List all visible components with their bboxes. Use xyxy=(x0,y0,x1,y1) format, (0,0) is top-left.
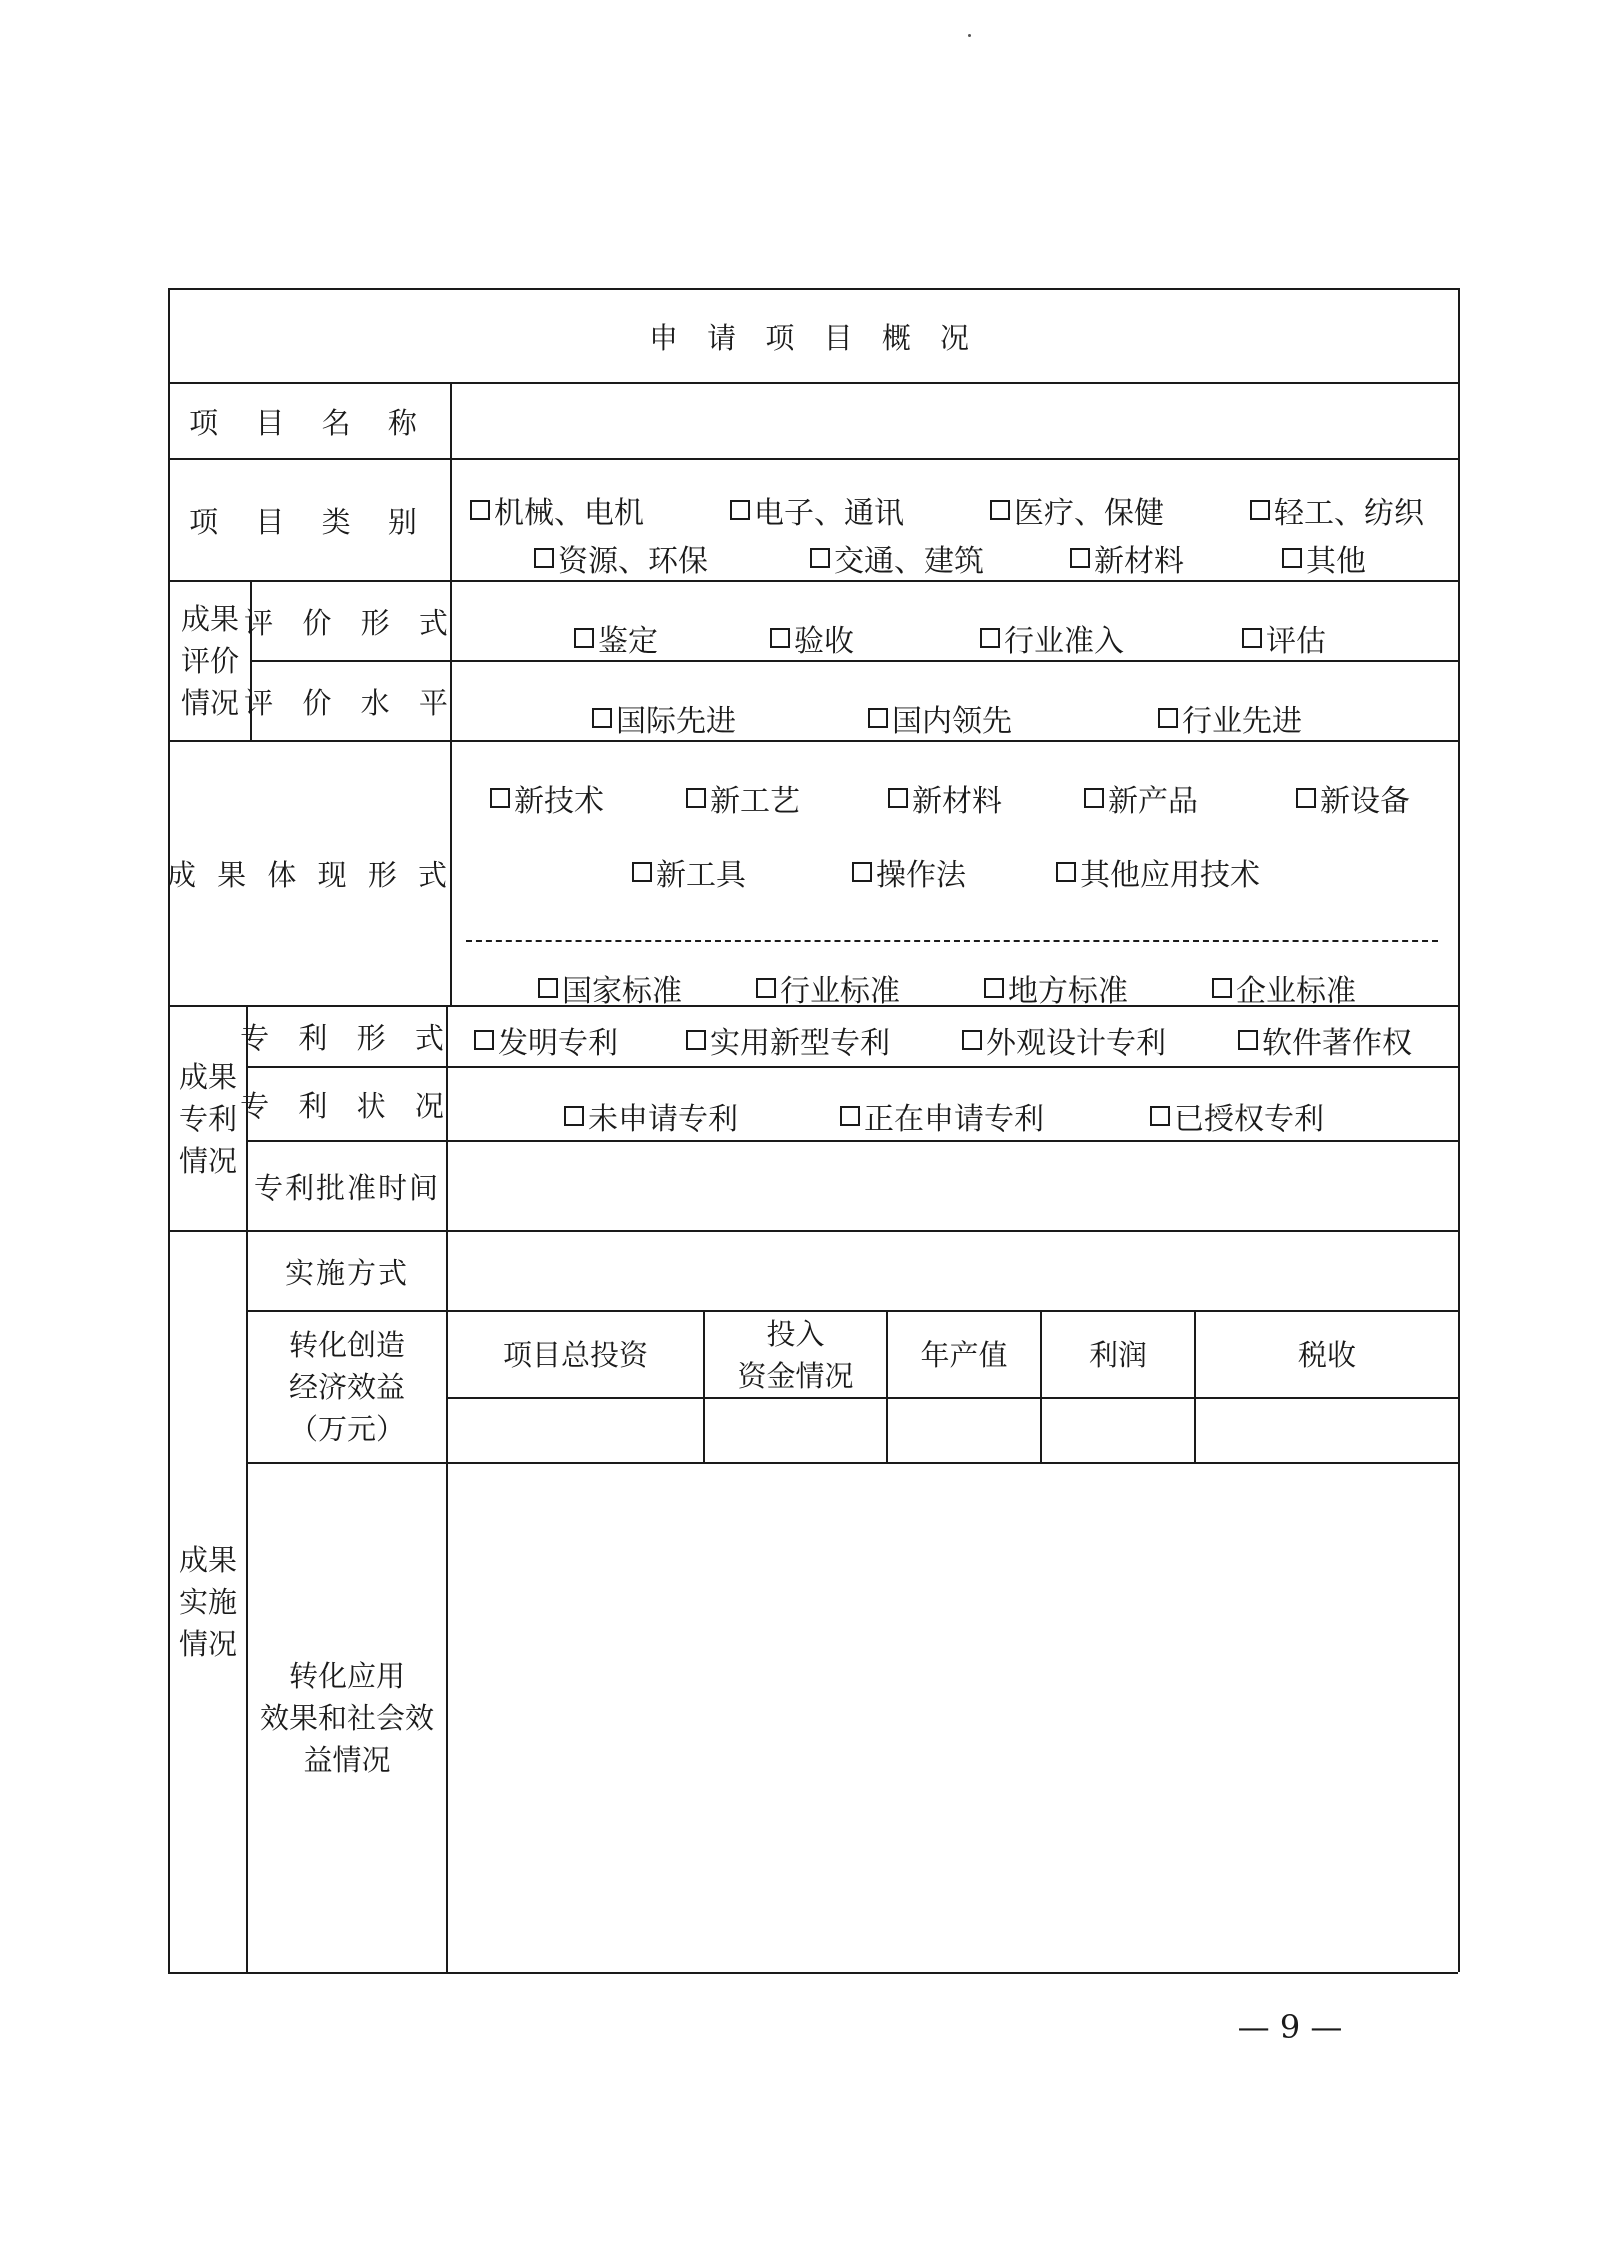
social-effect-label: 转化应用 效果和社会效 益情况 xyxy=(259,1659,434,1777)
dashed-separator xyxy=(466,940,1438,942)
benefit-value-tax[interactable] xyxy=(1196,1399,1458,1462)
checkbox-icon xyxy=(538,978,558,998)
checkbox-icon xyxy=(840,1106,860,1126)
benefit-value-annual-output[interactable] xyxy=(888,1399,1040,1462)
checkbox-icon xyxy=(474,1030,494,1050)
patent-approval-time-input[interactable] xyxy=(448,1142,1458,1230)
benefit-col-annual-output: 年产值 xyxy=(920,1337,1008,1372)
form-title: 申 请 项 目 概 况 xyxy=(648,320,980,355)
patent-status-option[interactable]: 未申请专利 xyxy=(564,1094,738,1138)
evaluation-form-option[interactable]: 评估 xyxy=(1242,616,1326,660)
standard-option[interactable]: 行业标准 xyxy=(756,966,900,1010)
patent-form-option[interactable]: 实用新型专利 xyxy=(686,1018,890,1062)
checkbox-icon xyxy=(962,1030,982,1050)
embodiment-option[interactable]: 新工艺 xyxy=(686,776,800,820)
evaluation-level-label: 评 价 水 平 xyxy=(244,685,458,720)
checkbox-icon xyxy=(1242,628,1262,648)
evaluation-level-option[interactable]: 国际先进 xyxy=(592,696,736,740)
checkbox-icon xyxy=(1070,548,1090,568)
standard-option[interactable]: 地方标准 xyxy=(984,966,1128,1010)
embodiment-label: 成 果 体 现 形 式 xyxy=(166,858,454,892)
category-option[interactable]: 电子、通讯 xyxy=(730,488,904,532)
benefit-value-profit[interactable] xyxy=(1042,1399,1194,1462)
checkbox-icon xyxy=(990,500,1010,520)
embodiment-option[interactable]: 操作法 xyxy=(852,850,966,894)
evaluation-level-option[interactable]: 国内领先 xyxy=(868,696,1012,740)
benefit-col-total-investment: 项目总投资 xyxy=(502,1337,648,1372)
checkbox-icon xyxy=(574,628,594,648)
checkbox-icon xyxy=(490,788,510,808)
checkbox-icon xyxy=(1056,862,1076,882)
checkbox-icon xyxy=(1296,788,1316,808)
checkbox-icon xyxy=(868,708,888,728)
checkbox-icon xyxy=(730,500,750,520)
embodiment-option[interactable]: 新技术 xyxy=(490,776,604,820)
implementation-method-label: 实施方式 xyxy=(284,1255,409,1290)
evaluation-level-option[interactable]: 行业先进 xyxy=(1158,696,1302,740)
patent-form-option[interactable]: 发明专利 xyxy=(474,1018,618,1062)
evaluation-form-option[interactable]: 验收 xyxy=(770,616,854,660)
patent-status-label: 专 利 状 况 xyxy=(240,1088,454,1123)
checkbox-icon xyxy=(980,628,1000,648)
checkbox-icon xyxy=(686,788,706,808)
rule-right xyxy=(1458,288,1460,1972)
patent-form-option[interactable]: 外观设计专利 xyxy=(962,1018,1166,1062)
project-name-input[interactable] xyxy=(452,384,1458,458)
embodiment-option[interactable]: 新材料 xyxy=(888,776,1002,820)
checkbox-icon xyxy=(1084,788,1104,808)
benefit-col-profit: 利润 xyxy=(1088,1337,1147,1372)
checkbox-icon xyxy=(852,862,872,882)
category-option[interactable]: 资源、环保 xyxy=(534,536,708,580)
category-option[interactable]: 其他 xyxy=(1282,536,1366,580)
embodiment-option[interactable]: 其他应用技术 xyxy=(1056,850,1260,894)
social-effect-textarea[interactable] xyxy=(448,1464,1458,1972)
checkbox-icon xyxy=(1212,978,1232,998)
checkbox-icon xyxy=(810,548,830,568)
implementation-method-input[interactable] xyxy=(448,1232,1458,1310)
evaluation-form-option[interactable]: 鉴定 xyxy=(574,616,658,660)
category-option[interactable]: 医疗、保健 xyxy=(990,488,1164,532)
category-option[interactable]: 机械、电机 xyxy=(470,488,644,532)
implementation-group-label: 成果 实施 情况 xyxy=(178,1543,237,1661)
embodiment-option[interactable]: 新设备 xyxy=(1296,776,1410,820)
checkbox-icon xyxy=(686,1030,706,1050)
patent-group-label: 成果 专利 情况 xyxy=(178,1059,237,1178)
checkbox-icon xyxy=(770,628,790,648)
checkbox-icon xyxy=(592,708,612,728)
embodiment-option[interactable]: 新工具 xyxy=(632,850,746,894)
checkbox-icon xyxy=(888,788,908,808)
patent-approval-time-label: 专利批准时间 xyxy=(253,1170,440,1205)
checkbox-icon xyxy=(1282,548,1302,568)
patent-status-option[interactable]: 正在申请专利 xyxy=(840,1094,1044,1138)
category-option[interactable]: 交通、建筑 xyxy=(810,536,984,580)
benefit-value-total-investment[interactable] xyxy=(448,1399,703,1462)
checkbox-icon xyxy=(564,1106,584,1126)
checkbox-icon xyxy=(1150,1106,1170,1126)
rule-bottom xyxy=(168,1972,1458,1974)
evaluation-group-label: 成果 评价 情况 xyxy=(180,602,239,720)
scan-speck xyxy=(968,34,971,37)
category-option[interactable]: 新材料 xyxy=(1070,536,1184,580)
embodiment-option[interactable]: 新产品 xyxy=(1084,776,1198,820)
checkbox-icon xyxy=(470,500,490,520)
page-number: — 9 — xyxy=(1237,2008,1343,2046)
patent-form-label: 专 利 形 式 xyxy=(240,1021,454,1055)
patent-form-option[interactable]: 软件著作权 xyxy=(1238,1018,1412,1062)
evaluation-form-label: 评 价 形 式 xyxy=(244,605,458,640)
checkbox-icon xyxy=(534,548,554,568)
benefit-value-funding[interactable] xyxy=(705,1399,886,1462)
standard-option[interactable]: 企业标准 xyxy=(1212,966,1356,1010)
checkbox-icon xyxy=(984,978,1004,998)
checkbox-icon xyxy=(1250,500,1270,520)
standard-option[interactable]: 国家标准 xyxy=(538,966,682,1010)
benefit-col-funding: 投入 资金情况 xyxy=(737,1316,854,1393)
category-option[interactable]: 轻工、纺织 xyxy=(1250,488,1424,532)
checkbox-icon xyxy=(1238,1030,1258,1050)
evaluation-form-option[interactable]: 行业准入 xyxy=(980,616,1124,660)
patent-status-option[interactable]: 已授权专利 xyxy=(1150,1094,1324,1138)
checkbox-icon xyxy=(632,862,652,882)
checkbox-icon xyxy=(756,978,776,998)
project-category-label: 项 目 类 别 xyxy=(189,504,431,539)
project-name-label: 项 目 名 称 xyxy=(189,405,431,440)
economic-benefit-label: 转化创造 经济效益 （万元） xyxy=(288,1328,405,1446)
checkbox-icon xyxy=(1158,708,1178,728)
benefit-col-tax: 税收 xyxy=(1297,1337,1356,1372)
